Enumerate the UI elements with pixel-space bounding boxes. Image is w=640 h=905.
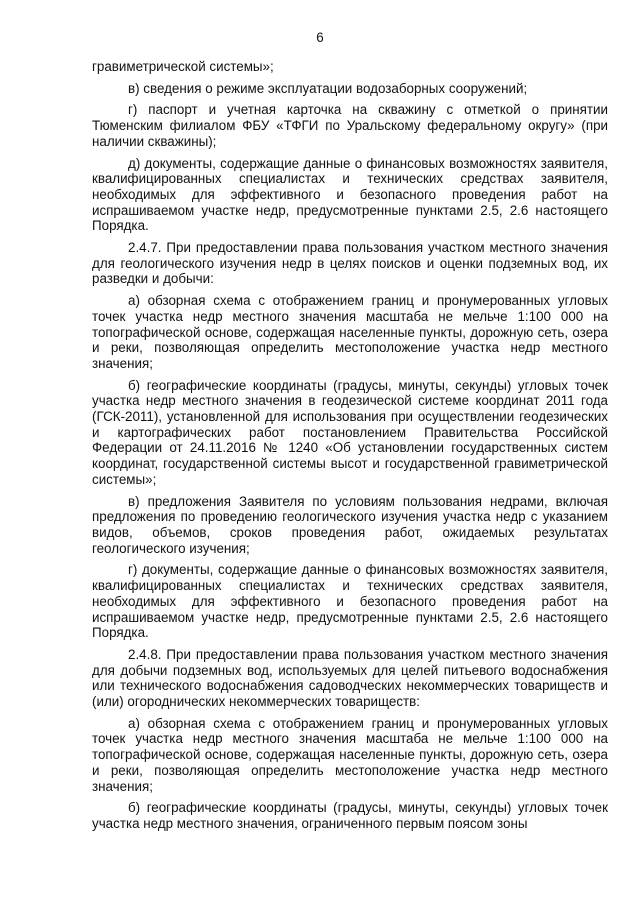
paragraph: б) географические координаты (градусы, минуты, секунды) угловых точек участка недр местного значения в геодезической системе координат 2011 года (ГСК-2011), установленной для использования при осуществлении геодезических и картографических работ постановлением Правительства Российской Федерации от 24.11.2016 № 1240 «Об установлении государственных систем координат, государственной системы высот и государственной гравиметрической системы»; bbox=[92, 377, 608, 487]
page-number: 6 bbox=[316, 30, 324, 45]
document-body bbox=[92, 59, 608, 838]
paragraph: а) обзорная схема с отображением границ и пронумерованных угловых точек участка недр местного значения масштаба не мельче 1:100 000 на топографической основе, содержащая населенные пункты, дорожную сеть, озера и реки, позволяющая определить местоположение участка недр местного значения; bbox=[92, 715, 608, 794]
paragraph: г) паспорт и учетная карточка на скважину с отметкой о принятии Тюменским филиалом ФБУ «ТФГИ по Уральскому федеральному округу» (при наличии скважины); bbox=[92, 102, 608, 149]
paragraph: б) географические координаты (градусы, минуты, секунды) угловых точек участка недр местного значения, ограниченного первым поясом зоны bbox=[92, 800, 608, 831]
paragraph: в) сведения о режиме эксплуатации водозаборных сооружений; bbox=[128, 80, 528, 96]
paragraph: д) документы, содержащие данные о финансовых возможностях заявителя, квалифицированных специалистах и технических средствах заявителя, необходимых для эффективного и безопасного проведения работ на испрашиваемом участке недр, предусмотренные пунктами 2.5, 2.6 настоящего Порядка. bbox=[92, 155, 608, 234]
paragraph: а) обзорная схема с отображением границ и пронумерованных угловых точек участка недр местного значения масштаба не мельче 1:100 000 на топографической основе, содержащая населенные пункты, дорожную сеть, озера и реки, позволяющая определить местоположение участка недр местного значения; bbox=[92, 293, 608, 371]
section-paragraph-2-4-8: 2.4.8. При предоставлении права пользования участком местного значения для добычи подземных вод, используемых для целей питьевого водоснабжения или технического водоснабжения садоводческих некоммерческих товариществ и (или) огороднических некоммерческих товариществ: bbox=[92, 646, 608, 710]
paragraph: в) предложения Заявителя по условиям пользования недрами, включая предложения по проведению геологического изучения участка недр с указанием видов, объемов, сроков проведения работ, ожидаемых результатах геологического изучения; bbox=[92, 493, 608, 556]
section-paragraph-2-4-7: 2.4.7. При предоставлении права пользования участком местного значения для геологического изучения недр в целях поисков и оценки подземных вод, их разведки и добычи: bbox=[92, 240, 608, 287]
paragraph: гравиметрической системы»; bbox=[92, 59, 274, 74]
paragraph: г) документы, содержащие данные о финансовых возможностях заявителя, квалифицированных специалистах и технических средствах заявителя, необходимых для эффективного и безопасного проведения работ на испрашиваемом участке недр, предусмотренные пунктами 2.5, 2.6 настоящего Порядка. bbox=[92, 562, 608, 641]
